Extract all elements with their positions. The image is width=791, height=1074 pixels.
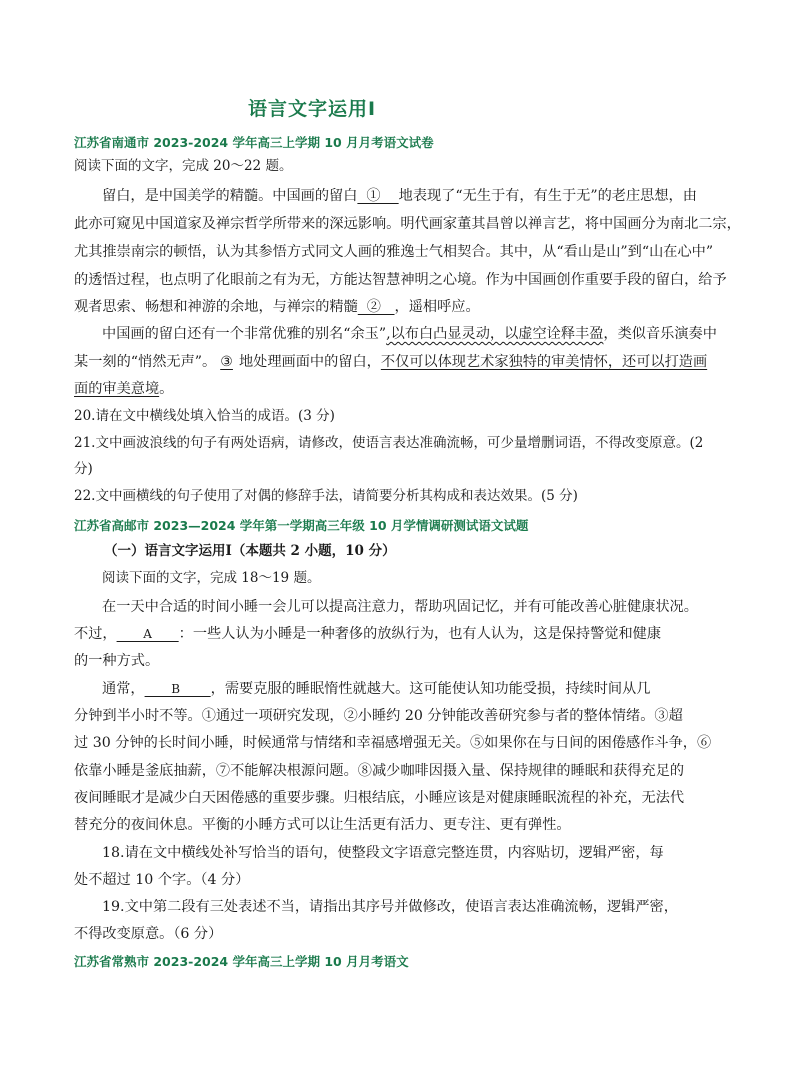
paragraph-line: 此亦可窥见中国道家及禅宗哲学所带来的深远影响。明代画家董其昌曾以禅言艺，将中国画分为南北二宗， [74,216,741,232]
paragraph-line: 面的审美意境。 [74,381,174,397]
paragraph-line: 某一刻的“悄然无声”。 ③ 地处理画面中的留白，不仅可以体现艺术家独特的审美情怀，还可以打造画 [74,354,708,370]
blank-B: B [144,682,211,696]
question-19-cont: 不得改变原意。（6 分） [74,926,223,942]
question-21-cont: 分) [74,461,93,477]
paragraph-line: 尤其推崇南宗的顿悟，认为其参悟方式同文人画的雅逸士气相契合。其中，从“看山是山”到“山在心中” [74,244,714,260]
wavy-underlined-sentence: ,以布白凸显灵动，以虚空诠释丰盈 [386,326,604,342]
paragraph-line: 留白，是中国美学的精髓。中国画的留白 ① 地表现了“无生于有，有生于无”的老庄思想，由 [102,188,697,204]
question-18-cont: 处不超过 10 个字。（4 分） [74,872,250,888]
question-21: 21.文中画波浪线的句子有两处语病，请修改，使语言表达准确流畅，可少量增删词语，不得改变原意。(2 [74,435,704,451]
paragraph-line: 的透悟过程，也点明了化眼前之有为无，方能达智慧神明之心境。作为中国画创作重要手段的留白，给予 [74,272,727,288]
intro-text: 阅读下面的文字，完成 18～19 题。 [102,570,321,586]
paragraph-line: 分钟到半小时不等。①通过一项研究发现，②小睡约 20 分钟能改善研究参与者的整体情绪。③超 [74,708,683,724]
paragraph-line: 的一种方式。 [74,653,160,669]
question-22: 22.文中画横线的句子使用了对偶的修辞手法，请简要分析其构成和表达效果。(5 分) [74,488,578,504]
question-20: 20.请在文中横线处填入恰当的成语。(3 分) [74,408,335,424]
page-title: 语言文字运用Ⅰ [248,98,377,120]
question-18: 18.请在文中横线处补写恰当的语句，使整段文字语意完整连贯，内容贴切，逻辑严密，每 [102,845,664,861]
underlined-sentence: 不仅可以体现艺术家独特的审美情怀，还可以打造画 [380,354,708,370]
source-heading-changshu: 江苏省常熟市 2023-2024 学年高三上学期 10 月月考语文 [74,954,409,969]
paragraph-line: 通常， B ，需要克服的睡眠惰性就越大。这可能使认知功能受损，持续时间从几 [102,681,651,697]
paragraph-line: 中国画的留白还有一个非常优雅的别名“余玉”,以布白凸显灵动，以虚空诠释丰盈，类似音乐演奏中 [102,326,717,342]
question-19: 19.文中第二段有三处表述不当，请指出其序号并做修改，使语言表达准确流畅，逻辑严密， [102,899,678,915]
paragraph-line: 替充分的夜间休息。平衡的小睡方式可以让生活更有活力、更专注、更有弹性。 [74,817,571,833]
paragraph-line: 不过， A ：一些人认为小睡是一种奢侈的放纵行为，也有人认为，这是保持警觉和健康 [74,626,662,642]
section-heading: （一）语言文字运用Ⅰ（本题共 2 小题，10 分） [104,543,396,559]
source-heading-gaoyou: 江苏省高邮市 2023—2024 学年第一学期高三年级 10 月学情调研测试语文试题 [74,518,529,533]
paragraph-line: 依靠小睡是釜底抽薪，⑦不能解决根源问题。⑧减少咖啡因摄入量、保持规律的睡眠和获得充足的 [74,763,685,779]
blank-3: ③ [220,354,233,370]
paragraph-line: 观者思索、畅想和神游的余地，与禅宗的精髓 ② ，遥相呼应。 [74,299,480,315]
blank-A: A [116,627,179,641]
intro-text: 阅读下面的文字，完成 20～22 题。 [74,158,293,174]
blank-2: ② [357,299,395,315]
blank-1: ① [357,188,399,204]
paragraph-line: 在一天中合适的时间小睡一会儿可以提高注意力，帮助巩固记忆，并有可能改善心脏健康状况。 [102,599,698,615]
paragraph-line: 夜间睡眠才是减少白天困倦感的重要步骤。归根结底，小睡应该是对健康睡眠流程的补充，无法代 [74,790,685,806]
paragraph-line: 过 30 分钟的长时间小睡，时候通常与情绪和幸福感增强无关。⑤如果你在与日间的困倦感作斗争，⑥ [74,735,712,751]
source-heading-nantong: 江苏省南通市 2023-2024 学年高三上学期 10 月月考语文试卷 [74,135,434,150]
